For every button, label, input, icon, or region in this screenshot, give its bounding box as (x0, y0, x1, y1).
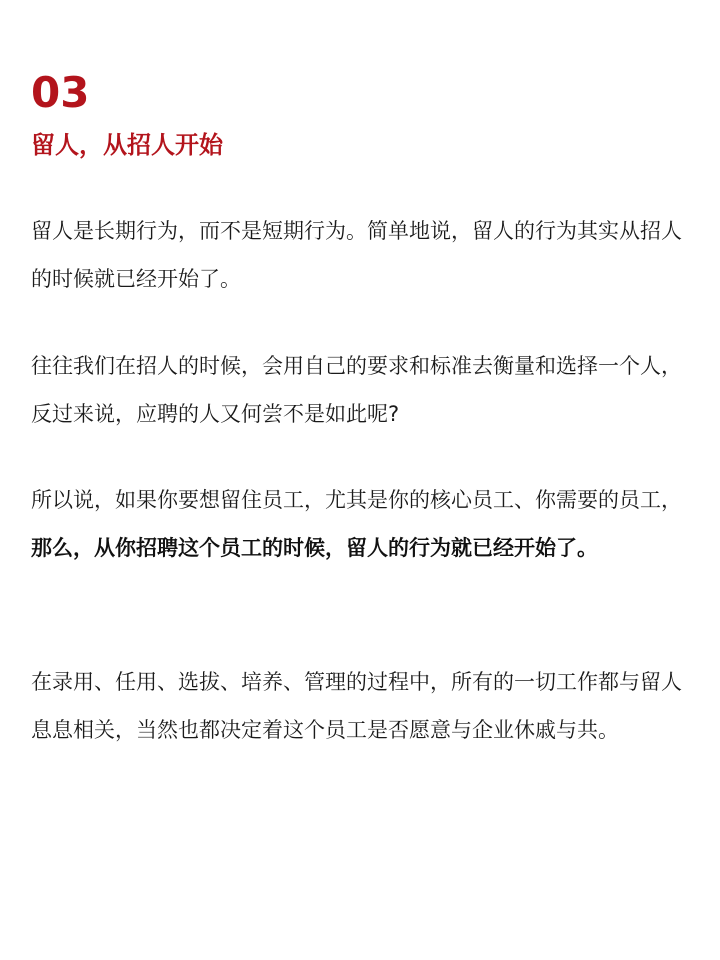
paragraph-3-regular-text: 所以说，如果你要想留住员工，尤其是你的核心员工、你需要的员工， (31, 488, 682, 512)
paragraph-4: 在录用、任用、选拔、培养、管理的过程中，所有的一切工作都与留人息息相关，当然也都决定着这个员工是否愿意与企业休戚与共。 (31, 670, 682, 742)
paragraph-1: 留人是长期行为，而不是短期行为。简单地说，留人的行为其实从招人的时候就已经开始了。 (31, 219, 682, 291)
paragraph-3 (31, 476, 691, 572)
section-number: 03 (31, 68, 90, 117)
paragraph-2: 往往我们在招人的时候，会用自己的要求和标准去衡量和选择一个人，反过来说，应聘的人又何尝不是如此呢? (31, 354, 682, 426)
section-title: 留人，从招人开始 (31, 131, 223, 159)
paragraph-3-bold-text: 那么，从你招聘这个员工的时候，留人的行为就已经开始了。 (31, 536, 598, 560)
